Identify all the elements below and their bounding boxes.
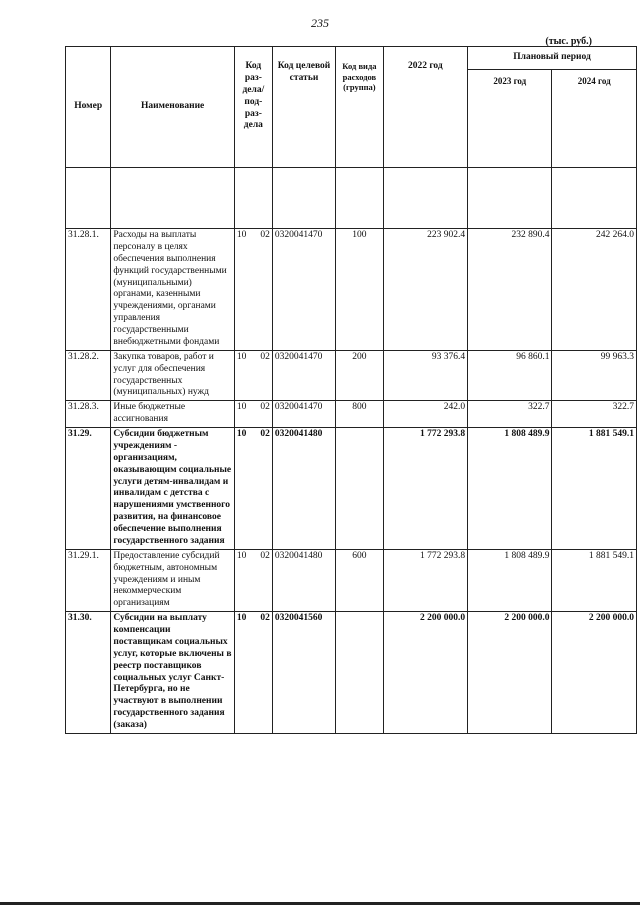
row-amount-2023: 322.7 (468, 401, 552, 428)
row-expense-type: 200 (336, 350, 383, 401)
header-year-2024: 2024 год (552, 70, 637, 168)
row-section-code (234, 229, 272, 351)
row-amount-2022: 1 772 293.8 (383, 428, 467, 550)
row-number: 31.28.1. (66, 229, 111, 351)
page-number: 235 (311, 16, 329, 30)
row-number: 31.29. (66, 428, 111, 550)
row-subsection: 02 (260, 550, 270, 561)
row-name: Иные бюджетные ассигнования (111, 401, 234, 428)
row-target-code: 0320041470 (272, 229, 335, 351)
row-amount-2023: 96 860.1 (468, 350, 552, 401)
row-subsection: 02 (260, 402, 270, 413)
row-amount-2024: 2 200 000.0 (552, 612, 637, 734)
row-name: Предоставление субсидий бюджетным, автономным учреждениям и иным некоммерческим организациям (111, 549, 234, 611)
row-subsection: 02 (260, 429, 270, 439)
row-section: 10 (236, 230, 247, 240)
units-label: (тыс. руб.) (545, 36, 592, 47)
row-expense-type (336, 428, 383, 550)
row-expense-type: 600 (336, 549, 383, 611)
row-amount-2022: 1 772 293.8 (383, 549, 467, 611)
header-name: Наименование (111, 47, 234, 168)
row-name: Субсидии на выплату компенсации поставщикам социальных услуг, которые включены в реестр поставщиков социальных услуг Санкт-Петербурга, но не участвуют в выполнении государственного задания (заказа) (111, 612, 234, 734)
budget-table (65, 46, 637, 734)
row-name: Расходы на выплаты персоналу в целях обеспечения выполнения функций государственными (муниципальными) органами, казенными учреждениями, органами управления государственными внебюджетными фондами (111, 229, 234, 351)
row-expense-type (336, 612, 383, 734)
table-row (66, 549, 637, 611)
row-subsection: 02 (260, 613, 270, 624)
row-amount-2024: 322.7 (552, 401, 637, 428)
row-section: 10 (236, 351, 247, 362)
row-number: 31.28.2. (66, 350, 111, 401)
row-section: 10 (236, 613, 247, 624)
row-section-code (234, 401, 272, 428)
row-amount-2024: 1 881 549.1 (552, 549, 637, 611)
table-row (66, 350, 637, 401)
row-subsection: 02 (260, 230, 270, 240)
row-amount-2024: 1 881 549.1 (552, 428, 637, 550)
row-amount-2023: 1 808 489.9 (468, 549, 552, 611)
row-number: 31.30. (66, 612, 111, 734)
row-amount-2022: 242.0 (383, 401, 467, 428)
table-row (66, 612, 637, 734)
row-name: Закупка товаров, работ и услуг для обеспечения государственных (муниципальных) нужд (111, 350, 234, 401)
row-subsection: 02 (260, 351, 270, 362)
table-row (66, 229, 637, 351)
row-section-code (234, 428, 272, 550)
row-target-code: 0320041480 (272, 428, 335, 550)
row-name: Субсидии бюджетным учреждениям - организациям, оказывающим социальные услуги детям-инвалидам и инвалидам с детства с нарушениями умственного развития, на финансовое обеспечение выполнения государственного задания (111, 428, 234, 550)
row-amount-2023: 1 808 489.9 (468, 428, 552, 550)
row-target-code: 0320041470 (272, 401, 335, 428)
header-year-2023: 2023 год (468, 70, 552, 168)
header-number: Номер (66, 47, 111, 168)
row-amount-2024: 99 963.3 (552, 350, 637, 401)
header-section-code: Код раз-дела/ под-раз-дела (234, 47, 272, 168)
row-amount-2022: 223 902.4 (383, 229, 467, 351)
row-section-code (234, 549, 272, 611)
header-expense-type: Код вида расходов (группа) (336, 47, 383, 168)
row-number: 31.28.3. (66, 401, 111, 428)
row-amount-2023: 2 200 000.0 (468, 612, 552, 734)
blank-row (66, 168, 637, 229)
row-target-code: 0320041470 (272, 350, 335, 401)
row-amount-2023: 232 890.4 (468, 229, 552, 351)
table-row (66, 428, 637, 550)
row-amount-2022: 93 376.4 (383, 350, 467, 401)
header-planned-period: Плановый период (468, 47, 637, 70)
row-section: 10 (236, 550, 247, 561)
row-section: 10 (236, 429, 247, 439)
row-amount-2024: 242 264.0 (552, 229, 637, 351)
row-target-code: 0320041480 (272, 549, 335, 611)
row-section: 10 (236, 402, 247, 413)
row-amount-2022: 2 200 000.0 (383, 612, 467, 734)
row-expense-type: 100 (336, 229, 383, 351)
row-section-code (234, 350, 272, 401)
row-target-code: 0320041560 (272, 612, 335, 734)
header-target-code: Код целевой статьи (272, 47, 335, 168)
table-row (66, 401, 637, 428)
row-section-code (234, 612, 272, 734)
row-expense-type: 800 (336, 401, 383, 428)
header-year-2022: 2022 год (383, 47, 467, 168)
row-number: 31.29.1. (66, 549, 111, 611)
